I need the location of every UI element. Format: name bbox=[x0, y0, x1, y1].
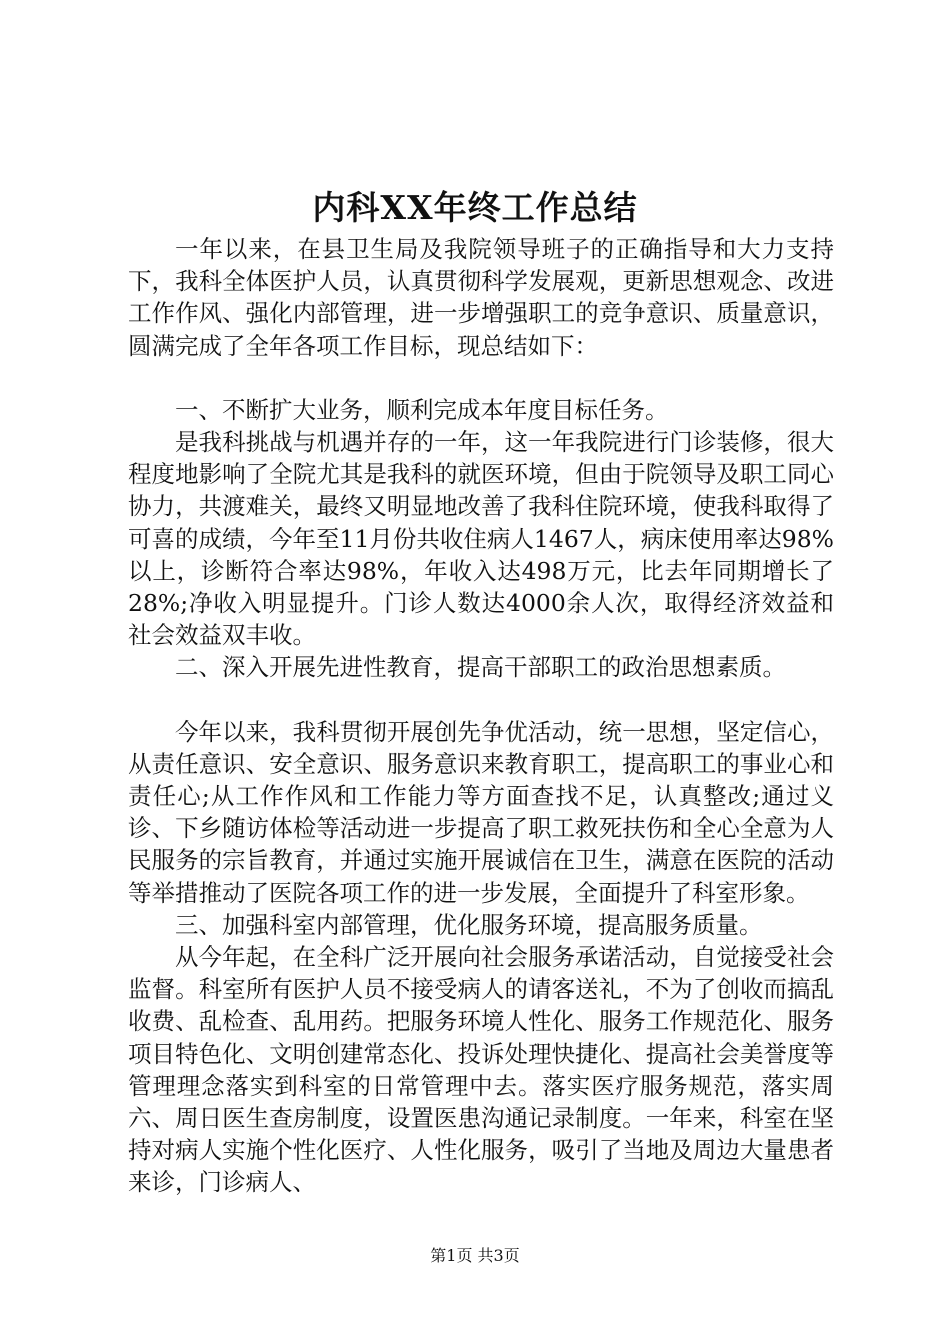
section-1-paragraph: 是我科挑战与机遇并存的一年，这一年我院进行门诊装修，很大程度地影响了全院尤其是我科的就医环境，但由于院领导及职工同心协力，共渡难关，最终又明显地改善了我科住院环境，使我科取得了可喜的成绩，今年至11月份共收住病人1467人，病床使用率达98%以上，诊断符合率达98%，年收入达498万元，比去年同期增长了28%;净收入明显提升。门诊人数达4000余人次，取得经济效益和社会效益双丰收。 bbox=[128, 428, 834, 650]
section-3-paragraph: 从今年起，在全科广泛开展向社会服务承诺活动，自觉接受社会监督。科室所有医护人员不接受病人的请客送礼，不为了创收而搞乱收费、乱检查、乱用药。把服务环境人性化、服务工作规范化、服务项目特色化、文明创建常态化、投诉处理快捷化、提高社会美誉度等管理理念落实到科室的日常管理中去。落实医疗服务规范，落实周六、周日医生查房制度，设置医患沟通记录制度。一年来，科室在坚持对病人实施个性化医疗、人性化服务，吸引了当地及周边大量患者来诊，门诊病人、 bbox=[128, 943, 834, 1197]
section-heading-2: 二、深入开展先进性教育，提高干部职工的政治思想素质。 bbox=[175, 653, 786, 682]
section-2-paragraph: 今年以来，我科贯彻开展创先争优活动，统一思想，坚定信心，从责任意识、安全意识、服务意识来教育职工，提高职工的事业心和责任心;从工作作风和工作能力等方面查找不足，认真整改;通过义诊、下乡随访体检等活动进一步提高了职工救死扶伤和全心全意为人民服务的宗旨教育，并通过实施开展诚信在卫生，满意在医院的活动等举措推动了医院各项工作的进一步发展，全面提升了科室形象。 bbox=[128, 717, 834, 907]
page-number-footer: 第1页 共3页 bbox=[430, 1246, 520, 1265]
section-heading-3: 三、加强科室内部管理，优化服务环境，提高服务质量。 bbox=[175, 910, 763, 939]
document-title: 内科XX年终工作总结 bbox=[312, 188, 638, 227]
section-heading-1: 一、不断扩大业务，顺利完成本年度目标任务。 bbox=[175, 395, 669, 424]
intro-paragraph: 一年以来，在县卫生局及我院领导班子的正确指导和大力支持下，我科全体医护人员，认真贯彻科学发展观，更新思想观念、改进工作作风、强化内部管理，进一步增强职工的竞争意识、质量意识，圆满完成了全年各项工作目标，现总结如下： bbox=[128, 235, 834, 360]
document-body bbox=[128, 233, 834, 1199]
